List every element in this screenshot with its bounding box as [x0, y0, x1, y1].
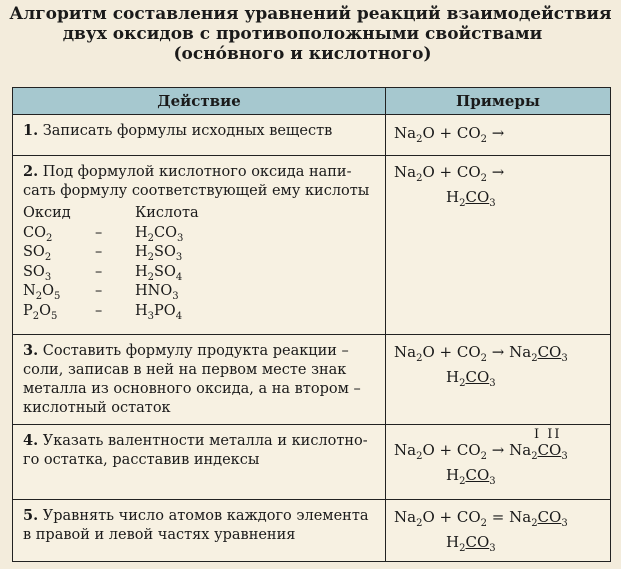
action-2: 2. Под формулой кислотного оксида напи- сать формулу соответствующей ему кислоты [23, 163, 370, 199]
title-line-1: Алгоритм составления уравнений реакций взаимодействия [9, 4, 612, 24]
table-row-3 [13, 334, 610, 424]
title-line-2: двух оксидов с противоположными свойствами [62, 24, 543, 44]
action-1: 1. Записать формулы исходных веществ [23, 122, 333, 139]
example-1: $Na_2O + CO_2$ → [394, 124, 505, 145]
action-4: 4. Указать валентности металла и кислотно- го остатка, расставив индексы [23, 432, 368, 468]
page-title [0, 4, 621, 64]
table-row-4 [13, 424, 610, 499]
table-header [13, 88, 610, 115]
acid-header: Кислота [135, 205, 199, 221]
valence-marks: I II [534, 427, 562, 442]
example-4: I II $Na_2O + CO_2 \to Na_2CO_3$ $H_2CO_3$ [394, 428, 606, 491]
example-2: $Na_2O + CO_2$ → $H_2CO_3$ [394, 163, 505, 209]
table-row-1 [13, 115, 610, 155]
example-5: $Na_2O + CO_2 = Na_2CO_3$ $H_2CO_3$ [394, 508, 568, 554]
title-line-3: (осно́вного и кислотного) [173, 44, 432, 64]
action-5: 5. Уравнять число атомов каждого элемента в правой и левой частях уравнения [23, 507, 369, 543]
oxide-header: Оксид [23, 205, 71, 221]
table-row-5 [13, 499, 610, 561]
algorithm-table [12, 87, 611, 562]
action-3: 3. Составить формулу продукта реакции – соли, записав в ней на первом месте знак металла из основного оксида, а на втором – кислотный остаток [23, 342, 361, 416]
example-3: $Na_2O + CO_2 \to Na_2CO_3$ $H_2CO_3$ [394, 343, 568, 389]
header-examples: Примеры [456, 92, 540, 110]
header-action: Действие [157, 92, 241, 110]
table-row-2: 2. Под формулой кислотного оксида напи- сать формулу соответствующей ему кислоты Оксид Кислота $CO_2$ – $H_2CO_3$ $SO_2$ – $H_2SO_3$ $SO_3$ – $H_2SO_4$ $N_2O_5$ – $HNO_3$ $P_2O_5$ – $H_3PO_4$ $Na_2O + CO_2$ → $H_2CO_3$ [13, 155, 610, 334]
